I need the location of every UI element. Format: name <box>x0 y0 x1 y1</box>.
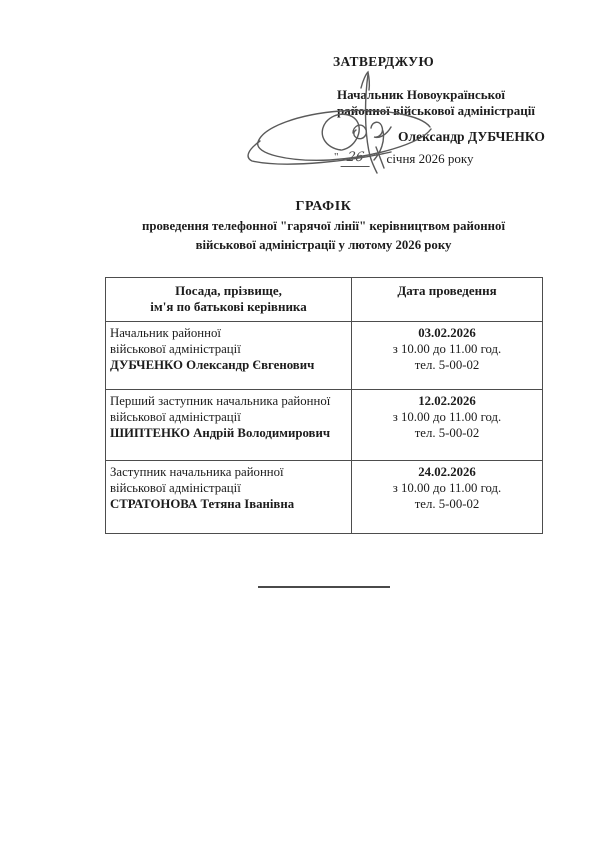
approver-title-line1: Начальник Новоукраїнської <box>337 87 506 102</box>
position-line2: військової адміністрації <box>110 481 241 495</box>
position-line1: Перший заступник начальника районної <box>110 394 331 408</box>
close-quote: " <box>373 151 378 163</box>
position-line2: військової адміністрації <box>110 410 241 424</box>
date-cell <box>352 461 543 534</box>
date-cell <box>352 390 543 461</box>
leader-name: ШИПТЕНКО Андрій Володимирович <box>110 426 331 440</box>
call-time: з 10.00 до 11.00 год. <box>392 410 502 424</box>
call-date: 24.02.2026 <box>418 465 476 479</box>
table-header-row <box>106 278 543 322</box>
table-row <box>106 390 543 461</box>
position-cell <box>106 322 352 390</box>
header-position-line2: ім'я по батькові керівника <box>150 299 307 314</box>
document-subtitle-line1: проведення телефонної "гарячої лінії" керівництвом районної <box>142 219 505 233</box>
position-line1: Заступник начальника районної <box>110 465 284 479</box>
header-position-column <box>106 278 352 322</box>
position-line2: військової адміністрації <box>110 342 241 356</box>
schedule-table <box>105 277 543 534</box>
handwritten-day: 26 <box>340 150 372 167</box>
call-phone: тел. 5-00-02 <box>414 358 480 372</box>
header-date-column: Дата проведення <box>352 278 543 322</box>
call-time: з 10.00 до 11.00 год. <box>392 481 502 495</box>
position-line1: Начальник районної <box>110 326 221 340</box>
call-time: з 10.00 до 11.00 год. <box>392 342 502 356</box>
header-position-line1: Посада, прізвище, <box>175 283 282 298</box>
position-cell <box>106 461 352 534</box>
leader-name: СТРАТОНОВА Тетяна Іванівна <box>110 497 295 511</box>
call-phone: тел. 5-00-02 <box>414 426 480 440</box>
approval-date-line <box>334 150 474 167</box>
table-row <box>106 461 543 534</box>
table-row <box>106 322 543 390</box>
approver-title-line2: районної військової адміністрації <box>337 103 536 118</box>
call-date: 12.02.2026 <box>418 394 476 408</box>
document-title: ГРАФІК <box>295 199 352 214</box>
document-subtitle-line2: військової адміністрації у лютому 2026 року <box>195 238 452 252</box>
position-cell <box>106 390 352 461</box>
document-title-block <box>105 199 542 253</box>
open-quote: " <box>334 151 339 163</box>
call-phone: тел. 5-00-02 <box>414 497 480 511</box>
approval-date-text: січня 2026 року <box>386 151 474 166</box>
date-cell <box>352 322 543 390</box>
call-date: 03.02.2026 <box>418 326 476 340</box>
approver-name: Олександр ДУБЧЕНКО <box>398 129 545 144</box>
leader-name: ДУБЧЕНКО Олександр Євгенович <box>110 358 315 372</box>
bottom-divider <box>258 586 390 588</box>
approval-stamp-label: ЗАТВЕРДЖУЮ <box>333 54 435 69</box>
